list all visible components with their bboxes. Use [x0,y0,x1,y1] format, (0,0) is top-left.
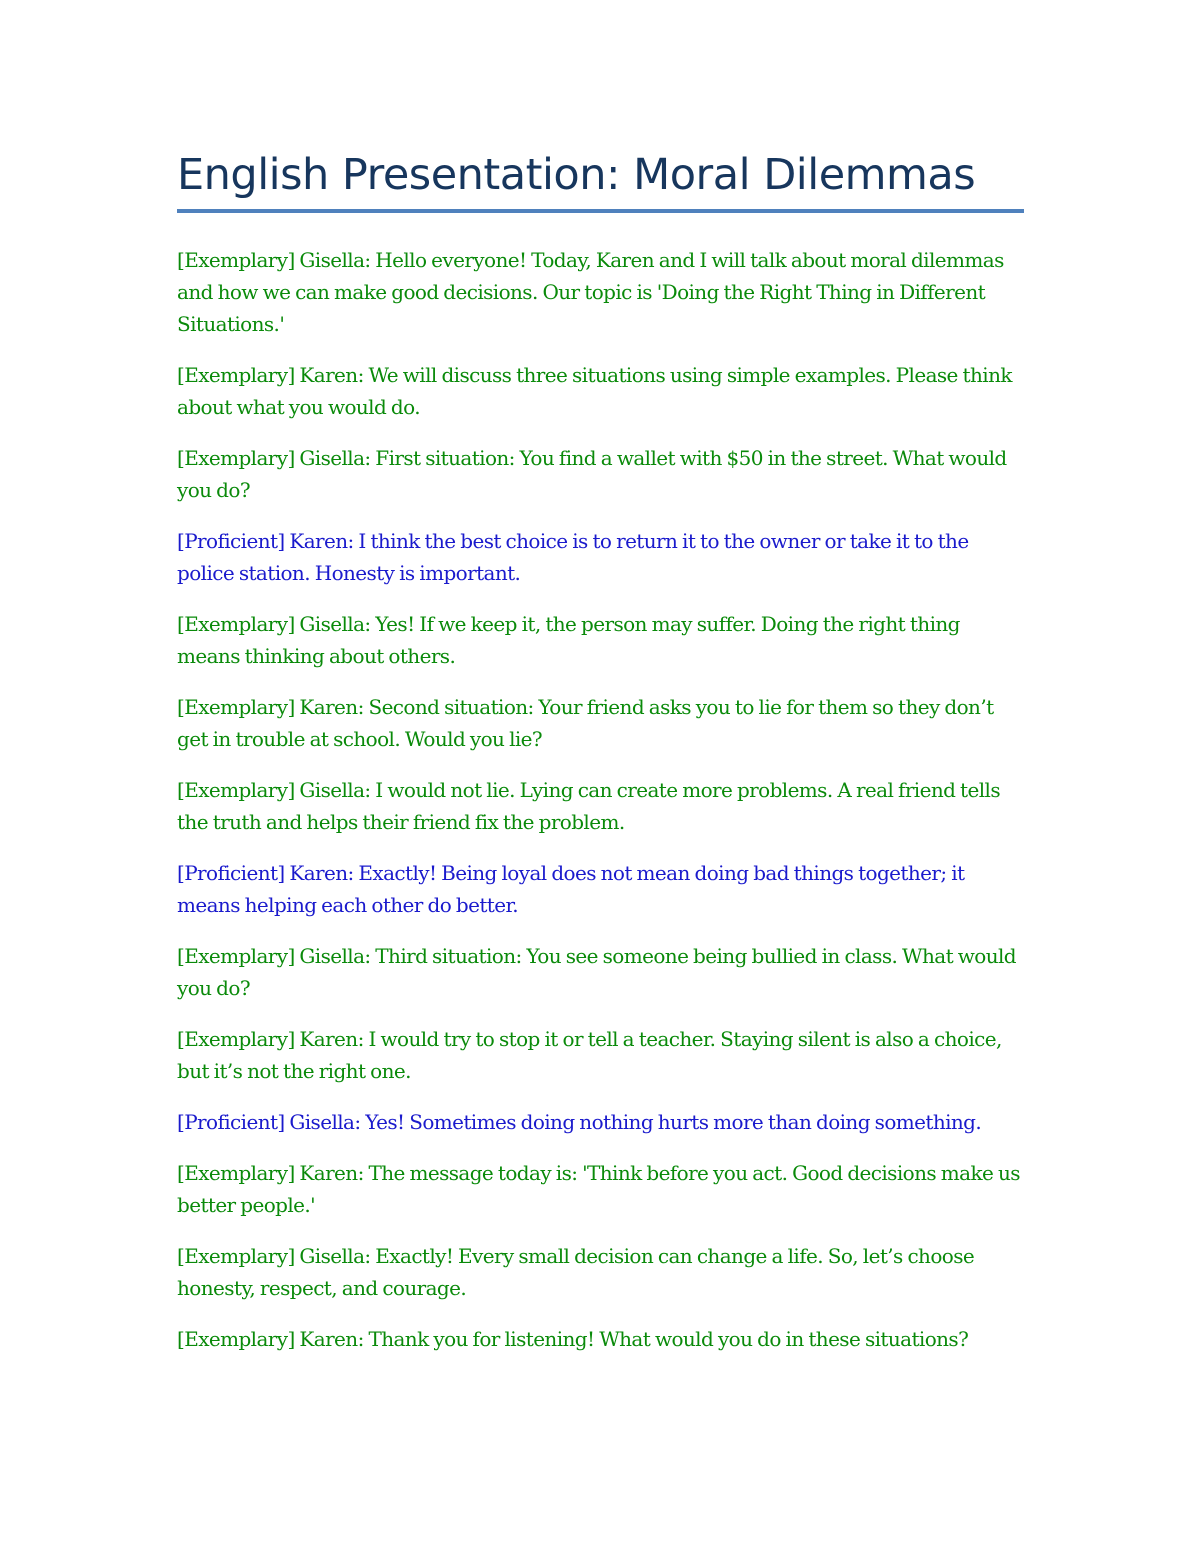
paragraph: [Exemplary] Gisella: I would not lie. Lying can create more problems. A real friend tells the truth and helps their friend fix the problem. [177,778,1000,834]
paragraph: [Exemplary] Karen: Thank you for listening! What would you do in these situations? [177,1327,969,1351]
paragraph: [Exemplary] Gisella: Hello everyone! Today, Karen and I will talk about moral dilemmas and how we can make good decisions. Our topic is 'Doing the Right Thing in Different Situations.' [177,248,1004,336]
paragraph: [Exemplary] Karen: We will discuss three situations using simple examples. Please think about what you would do. [177,363,1012,419]
paragraph: [Exemplary] Gisella: Third situation: You see someone being bullied in class. What would you do? [177,944,1016,1000]
paragraph: [Proficient] Karen: Exactly! Being loyal does not mean doing bad things together; it means helping each other do better. [177,861,965,917]
document-title: English Presentation: Moral Dilemmas [177,150,976,200]
title-underline [177,209,1024,213]
paragraph: [Exemplary] Karen: Second situation: Your friend asks you to lie for them so they don’t get in trouble at school. Would you lie? [177,695,994,751]
paragraph: [Exemplary] Karen: I would try to stop it or tell a teacher. Staying silent is also a choice, but it’s not the right one. [177,1027,1002,1083]
document-body [177,244,1027,1374]
paragraph: [Exemplary] Karen: The message today is: 'Think before you act. Good decisions make us better people.' [177,1161,1020,1217]
paragraph: [Exemplary] Gisella: First situation: You find a wallet with $50 in the street. What would you do? [177,446,1007,502]
paragraph: [Proficient] Gisella: Yes! Sometimes doing nothing hurts more than doing something. [177,1110,982,1134]
paragraph: [Proficient] Karen: I think the best choice is to return it to the owner or take it to the police station. Honesty is important. [177,529,969,585]
paragraph: [Exemplary] Gisella: Yes! If we keep it, the person may suffer. Doing the right thing means thinking about others. [177,612,960,668]
paragraph: [Exemplary] Gisella: Exactly! Every small decision can change a life. So, let’s choose honesty, respect, and courage. [177,1244,975,1300]
